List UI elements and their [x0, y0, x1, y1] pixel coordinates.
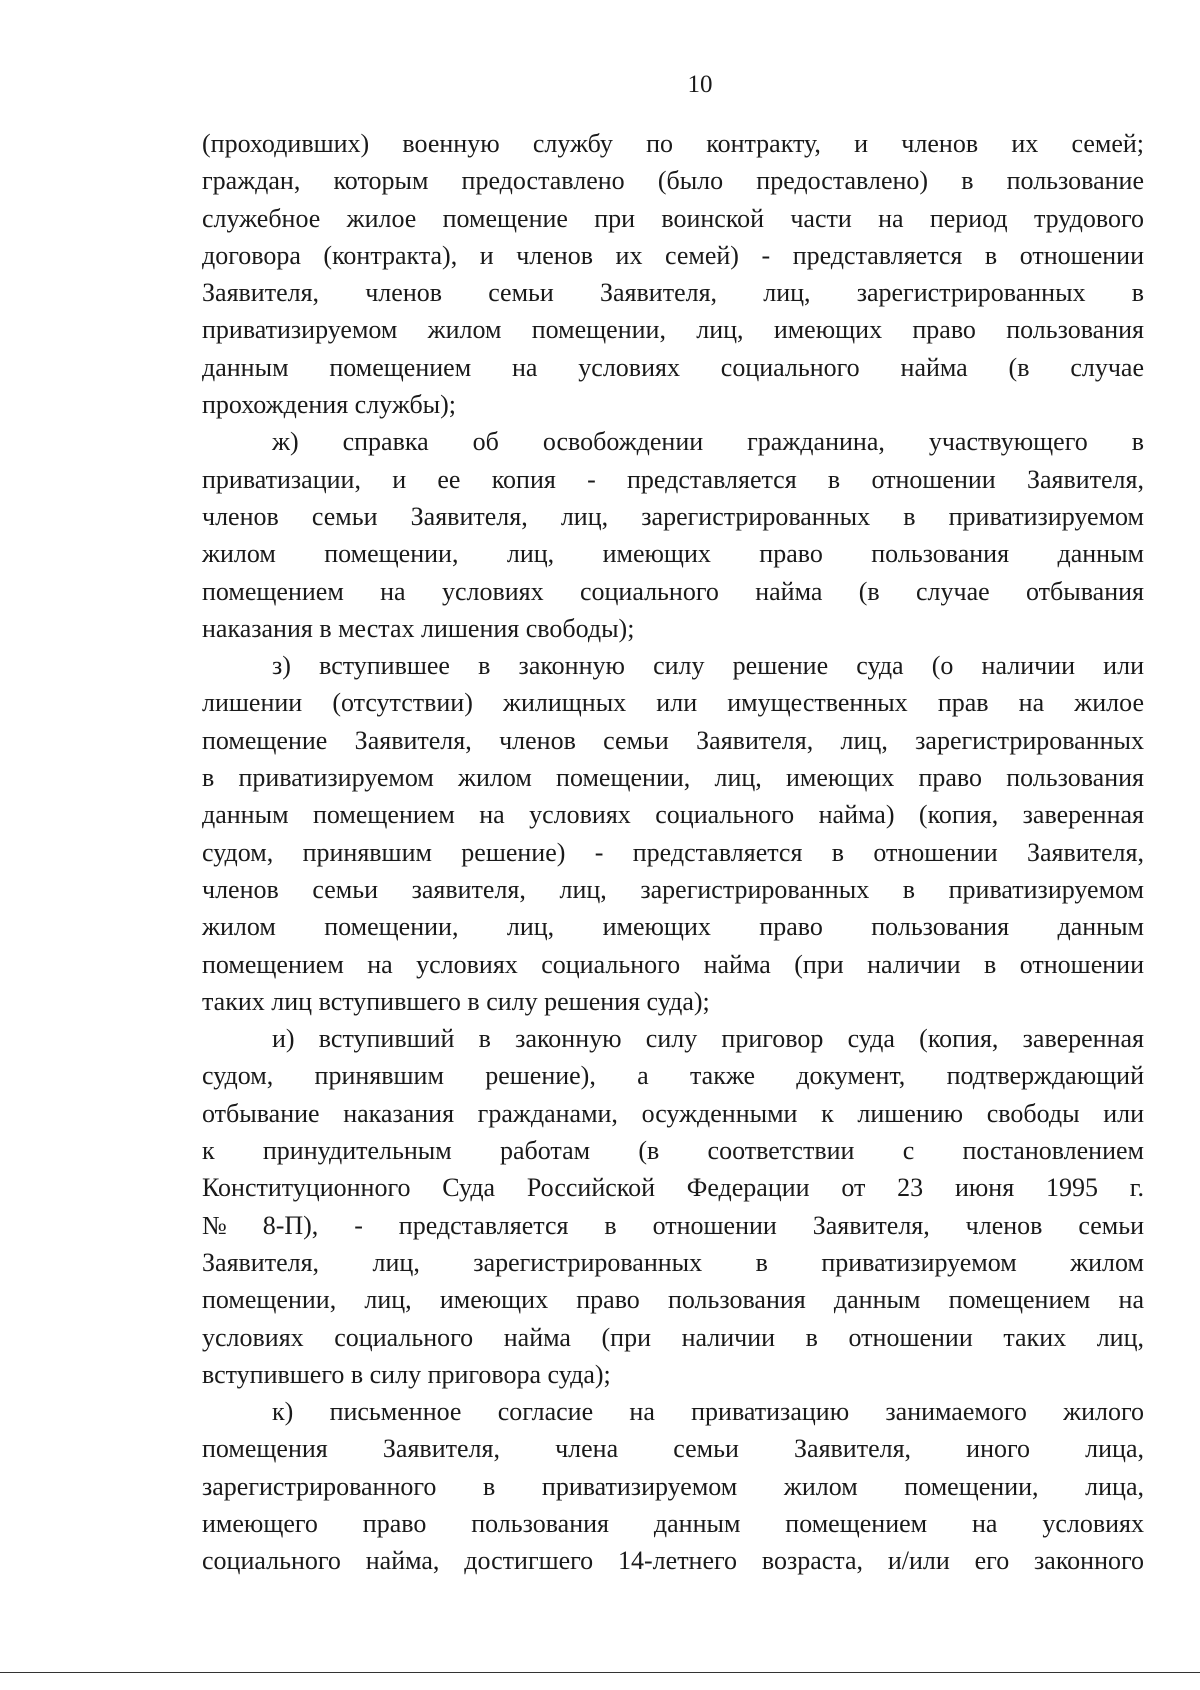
text-line: в приватизируемом жилом помещении, лиц, имеющих право пользования [202, 763, 1144, 793]
text-line: граждан, которым предоставлено (было предоставлено) в пользование [202, 166, 1144, 196]
text-line: приватизации, и ее копия - представляется в отношении Заявителя, [202, 464, 1144, 494]
bottom-divider [0, 1672, 1200, 1673]
text-line: таких лиц вступившего в силу решения суда); [202, 986, 710, 1016]
page-number: 10 [687, 71, 713, 98]
text-line: прохождения службы); [202, 390, 457, 420]
text-line: к принудительным работам (в соответствии с постановлением [202, 1136, 1144, 1166]
text-line: наказания в местах лишения свободы); [202, 613, 635, 643]
text-line: № 8-П), - представляется в отношении Заявителя, членов семьи [202, 1210, 1144, 1240]
text-line: (проходивших) военную службу по контракту, и членов их семей; [202, 129, 1144, 158]
text-line: помещением на условиях социального найма (при наличии в отношении [202, 949, 1144, 979]
text-line: зарегистрированного в приватизируемом жилом помещении, лица, [202, 1471, 1144, 1501]
text-line: данным помещением на условиях социального найма) (копия, заверенная [202, 800, 1144, 830]
text-line: помещении, лиц, имеющих право пользования данным помещением на [202, 1285, 1144, 1315]
text-line: з) вступившее в законную силу решение суда (о наличии или [272, 651, 1144, 681]
text-line: имеющего право пользования данным помещением на условиях [202, 1508, 1144, 1538]
text-line: служебное жилое помещение при воинской части на период трудового [202, 203, 1144, 233]
text-line: вступившего в силу приговора суда); [202, 1359, 611, 1389]
text-line: помещения Заявителя, члена семьи Заявителя, иного лица, [202, 1434, 1144, 1464]
text-line: жилом помещении, лиц, имеющих право пользования данным [202, 539, 1144, 569]
document-body [202, 125, 1144, 1580]
text-line: помещением на условиях социального найма (в случае отбывания [202, 576, 1144, 606]
text-line: жилом помещении, лиц, имеющих право пользования данным [202, 912, 1144, 942]
text-line: отбывание наказания гражданами, осужденными к лишению свободы или [202, 1098, 1144, 1128]
text-line: условиях социального найма (при наличии в отношении таких лиц, [202, 1322, 1144, 1352]
text-line: к) письменное согласие на приватизацию занимаемого жилого [272, 1397, 1144, 1427]
text-line: Заявителя, лиц, зарегистрированных в приватизируемом жилом [202, 1247, 1144, 1277]
text-line: социального найма, достигшего 14-летнего возраста, и/или его законного [202, 1546, 1144, 1576]
text-line: судом, принявшим решение), а также документ, подтверждающий [202, 1061, 1144, 1091]
text-line: приватизируемом жилом помещении, лиц, имеющих право пользования [202, 315, 1144, 345]
text-line: помещение Заявителя, членов семьи Заявителя, лиц, зарегистрированных [202, 725, 1144, 755]
text-line: ж) справка об освобождении гражданина, участвующего в [272, 427, 1144, 457]
text-line: договора (контракта), и членов их семей) - представляется в отношении [202, 240, 1144, 270]
text-line: судом, принявшим решение) - представляется в отношении Заявителя, [202, 837, 1144, 867]
text-line: данным помещением на условиях социального найма (в случае [202, 352, 1144, 382]
text-line: членов семьи заявителя, лиц, зарегистрированных в приватизируемом [202, 874, 1144, 904]
text-line: лишении (отсутствии) жилищных или имущественных прав на жилое [202, 688, 1144, 718]
text-line: и) вступивший в законную силу приговор суда (копия, заверенная [272, 1024, 1144, 1054]
text-line: Конституционного Суда Российской Федерации от 23 июня 1995 г. [202, 1173, 1144, 1203]
text-line: членов семьи Заявителя, лиц, зарегистрированных в приватизируемом [202, 501, 1144, 531]
text-line: Заявителя, членов семьи Заявителя, лиц, зарегистрированных в [202, 278, 1144, 308]
